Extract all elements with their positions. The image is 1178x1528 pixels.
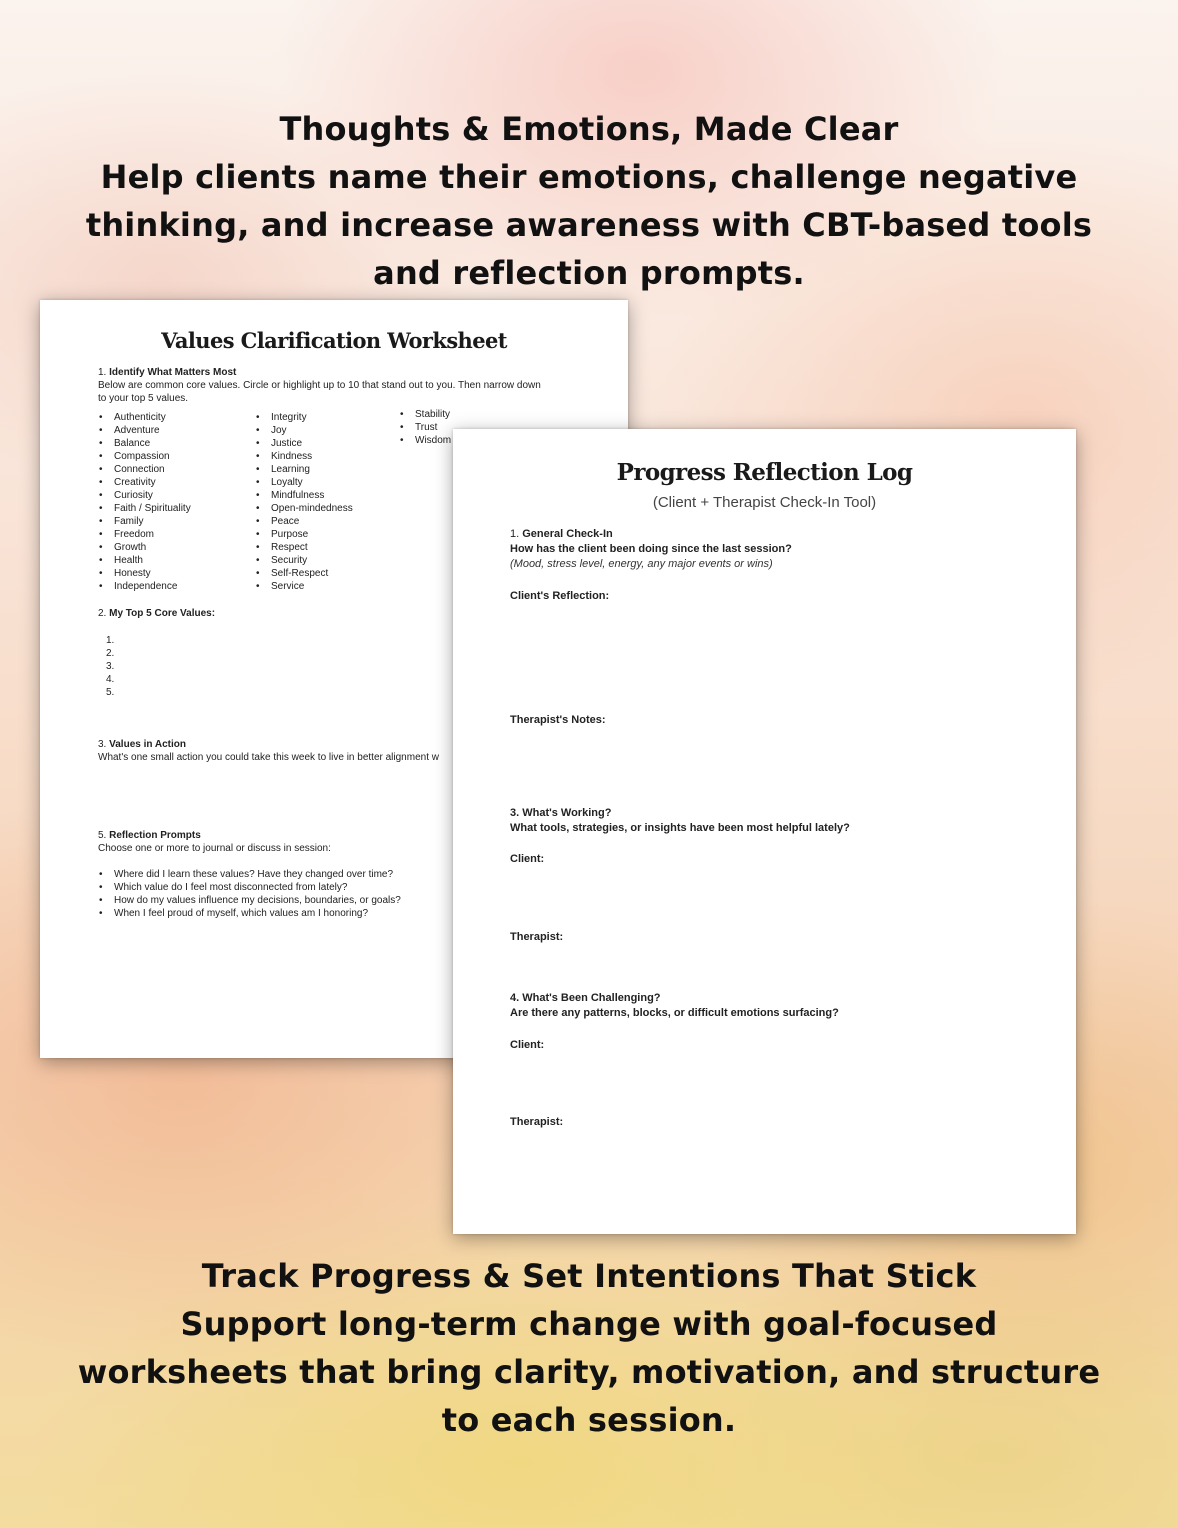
value-item: • Compassion xyxy=(98,450,191,463)
value-item: • Trust xyxy=(399,421,451,434)
value-item: • Connection xyxy=(98,463,191,476)
reflection-prompt: • How do my values influence my decisions, boundaries, or goals? xyxy=(98,894,401,907)
value-item: • Independence xyxy=(98,580,191,593)
progress-section3-heading: 3. What's Working? xyxy=(510,807,612,819)
value-item: • Loyalty xyxy=(255,476,353,489)
section-number: 1. xyxy=(98,367,107,378)
value-item: • Open-mindedness xyxy=(255,502,353,515)
value-item: • Peace xyxy=(255,515,353,528)
value-item: • Adventure xyxy=(98,424,191,437)
progress-log-title: Progress Reflection Log xyxy=(616,459,913,486)
value-item: • Stability xyxy=(399,408,451,421)
values-worksheet-title: Values Clarification Worksheet xyxy=(161,328,507,353)
value-item: • Honesty xyxy=(98,567,191,580)
value-item: • Self-Respect xyxy=(255,567,353,580)
section-title: Identify What Matters Most xyxy=(109,367,237,378)
value-item: • Creativity xyxy=(98,476,191,489)
progress-log-subtitle: (Client + Therapist Check-In Tool) xyxy=(652,494,877,511)
top5-number: 5. xyxy=(106,687,115,698)
value-item: • Curiosity xyxy=(98,489,191,502)
value-item: • Justice xyxy=(255,437,353,450)
values-section3-heading xyxy=(98,739,186,750)
values-section5-heading xyxy=(98,830,201,841)
progress-section1-heading xyxy=(510,528,613,540)
therapist-label: Therapist: xyxy=(510,1116,564,1128)
progress-section4-question: Are there any patterns, blocks, or difficult emotions surfacing? xyxy=(510,1007,839,1019)
top5-number: 3. xyxy=(106,661,115,672)
values-section5-text: Choose one or more to journal or discuss in session: xyxy=(98,843,331,854)
bottom-banner-line: Support long-term change with goal-focused xyxy=(180,1305,998,1343)
top5-number-list xyxy=(106,634,114,699)
values-list-col1 xyxy=(98,411,191,593)
section-number: 1. xyxy=(510,528,520,540)
values-section2-heading xyxy=(98,608,215,619)
value-item: • Health xyxy=(98,554,191,567)
value-item: • Joy xyxy=(255,424,353,437)
clients-reflection-label: Client's Reflection: xyxy=(510,590,610,602)
value-item: • Purpose xyxy=(255,528,353,541)
section-number: 2. xyxy=(98,608,107,619)
progress-section1-hint: (Mood, stress level, energy, any major events or wins) xyxy=(510,558,773,570)
values-list-col3 xyxy=(399,408,451,447)
section-number: 3. xyxy=(98,739,107,750)
value-item: • Family xyxy=(98,515,191,528)
value-item: • Respect xyxy=(255,541,353,554)
values-section1-text: to your top 5 values. xyxy=(98,393,189,404)
value-item: • Learning xyxy=(255,463,353,476)
therapists-notes-label: Therapist's Notes: xyxy=(510,714,606,726)
top-banner-line: Help clients name their emotions, challenge negative xyxy=(100,158,1078,196)
value-item: • Kindness xyxy=(255,450,353,463)
value-item: • Growth xyxy=(98,541,191,554)
section-number: 5. xyxy=(98,830,107,841)
value-item: • Wisdom xyxy=(399,434,451,447)
top-banner xyxy=(60,105,1118,297)
section-title: General Check-In xyxy=(522,528,613,540)
client-label: Client: xyxy=(510,853,545,865)
value-item: • Authenticity xyxy=(98,411,191,424)
values-section1-text: Below are common core values. Circle or highlight up to 10 that stand out to you. Then narrow down xyxy=(98,380,541,391)
progress-section3-question: What tools, strategies, or insights have been most helpful lately? xyxy=(510,822,850,834)
progress-section1-question: How has the client been doing since the last session? xyxy=(510,543,792,555)
top-banner-heading: Thoughts & Emotions, Made Clear xyxy=(279,110,899,148)
values-list-col2 xyxy=(255,411,353,593)
value-item: • Freedom xyxy=(98,528,191,541)
top5-number: 1. xyxy=(106,635,115,646)
therapist-label: Therapist: xyxy=(510,931,564,943)
top5-number: 2. xyxy=(106,648,115,659)
bottom-banner-heading: Track Progress & Set Intentions That Stick xyxy=(201,1257,977,1295)
bottom-banner xyxy=(60,1252,1118,1444)
section-title: Reflection Prompts xyxy=(109,830,201,841)
section-title: My Top 5 Core Values: xyxy=(109,608,216,619)
value-item: • Faith / Spirituality xyxy=(98,502,191,515)
value-item: • Service xyxy=(255,580,353,593)
values-section1-heading xyxy=(98,367,236,378)
reflection-prompt: • When I feel proud of myself, which values am I honoring? xyxy=(98,907,401,920)
section-title: Values in Action xyxy=(109,739,186,750)
reflection-prompt: • Which value do I feel most disconnected from lately? xyxy=(98,881,401,894)
reflection-prompt-list xyxy=(98,868,401,920)
value-item: • Security xyxy=(255,554,353,567)
progress-section4-heading: 4. What's Been Challenging? xyxy=(510,992,661,1004)
top-banner-line: and reflection prompts. xyxy=(373,254,805,292)
progress-log-preview xyxy=(453,429,1076,1234)
bottom-banner-line: worksheets that bring clarity, motivation, and structure xyxy=(77,1353,1101,1391)
client-label: Client: xyxy=(510,1039,545,1051)
value-item: • Mindfulness xyxy=(255,489,353,502)
reflection-prompt: • Where did I learn these values? Have they changed over time? xyxy=(98,868,401,881)
top5-number: 4. xyxy=(106,674,115,685)
top-banner-line: thinking, and increase awareness with CBT-based tools xyxy=(85,206,1093,244)
values-section3-text: What's one small action you could take this week to live in better alignment w xyxy=(98,752,439,763)
value-item: • Integrity xyxy=(255,411,353,424)
value-item: • Balance xyxy=(98,437,191,450)
bottom-banner-line: to each session. xyxy=(441,1401,737,1439)
